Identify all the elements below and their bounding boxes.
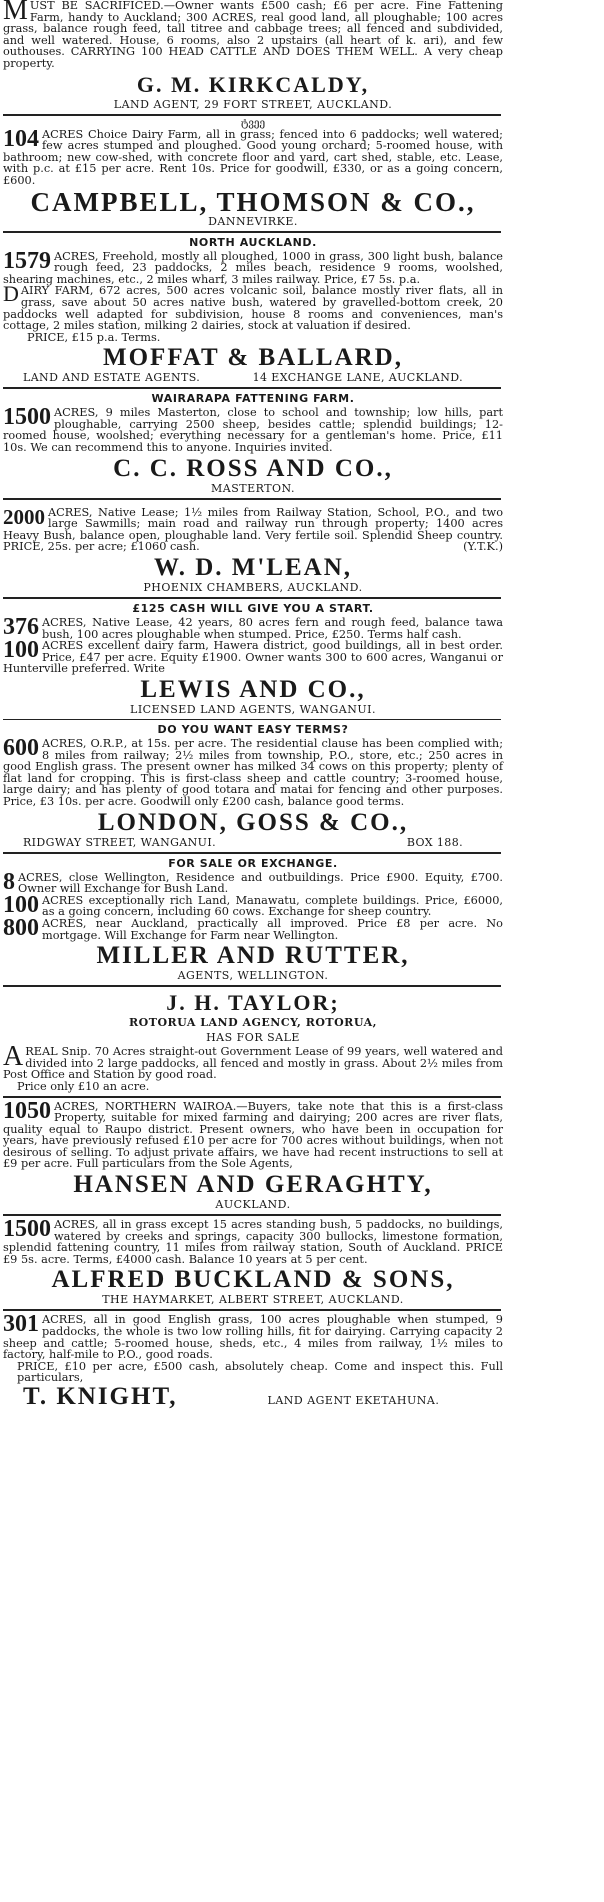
agent-box: BOX 188.: [406, 835, 463, 849]
agent-address: [3, 836, 503, 849]
agent-name: MILLER AND RUTTER,: [96, 942, 410, 970]
ad-text: ACRES, O.R.P., at 15s. per acre. The residential clause has been complied with; 8 miles from railway; 2½ miles from township, P.O., store, etc.; 250 acres in good English grass. The present owner has milked 34 cows on this property; plenty of flat land for cropping. This is first-class sheep and cattle country; 3-roomed house, large dairy; and has plenty of good totara and matai for fencing and other purposes. Price, £3 10s. per acre. Goodwill only £200 cash, balance good terms.: [3, 737, 503, 808]
ad-text: ACRES, near Auckland, practically all improved. Price £8 per acre. No mortgage. Will Exchange for Farm near Wellington.: [42, 916, 503, 942]
agent-street: RIDGWAY STREET, WANGANUI.: [23, 835, 216, 849]
agent-address: AUCKLAND.: [215, 1198, 291, 1212]
ad-text: ACRES, close Wellington, Residence and outbuildings. Price £900. Equity, £700. Owner will Exchange for Bush Land.: [18, 870, 503, 896]
ad-heading: FOR SALE OR EXCHANGE.: [168, 856, 338, 870]
divider: [3, 387, 501, 389]
list-item: [3, 891, 503, 919]
agent-name: ALFRED BUCKLAND & SONS,: [51, 1266, 455, 1294]
agent-address: MASTERTON.: [211, 481, 295, 495]
ad-text: ACRES, Freehold, mostly all ploughed, 1000 in grass, 300 light bush, balance rough feed, 23 paddocks, 2 miles beach, residence 9 rooms, woolshed, shearing machines, etc., 2 miles wharf, 3 miles railway. Price, £7 5s. p.a.: [3, 249, 503, 286]
acre-number: 301: [3, 1311, 39, 1338]
agent-title: LAND AND ESTATE AGENTS.: [23, 371, 201, 385]
ad-text: REAL Snip. 70 Acres straight-out Government Lease of 99 years, well watered and divided into 2 large paddocks, all fenced and mostly in grass. About 2½ miles from Post Office and Station by good road.: [3, 1045, 503, 1082]
agent-name: T. KNIGHT,: [23, 1383, 178, 1410]
acre-number: 1579: [3, 247, 51, 274]
agent-name: W. D. M'LEAN,: [153, 554, 352, 582]
ad-text: ACRES, all in good English grass, 100 acres ploughable when stumped, 9 paddocks, the whole is two low rolling hills, fit for dairying. Carrying capacity 2 sheep and cattle; 5-roomed house, sheds, etc., 4 miles from railway, 1½ miles to factory, half-mile to P.O., good roads.: [3, 1313, 503, 1362]
ad-body-2: [3, 281, 503, 333]
ad-text: ACRES Choice Dairy Farm, all in grass; fenced into 6 paddocks; well watered; few acres stumped and ploughed. Good young orchard; 5-roomed house, with bathroom; new cow-shed, with concrete floor and yard, cart shed, stable, etc. Lease, with p.c. at £15 per acre. Rent 10s. Price for goodwill, £330, or as a going concern, £600.: [3, 127, 503, 187]
agent-name: CAMPBELL, THOMSON & CO.,: [30, 186, 476, 217]
ad-text: UST BE SACRIFICED.—Owner wants £500 cash; £6 per acre. Fine Fattening Farm, handy to Auckland; 300 ACRES, real good land, all ploughable; 100 acres grass, balance rough feed, tall titree and cabbage trees; all fenced and subdivided, and well watered. House, 6 rooms, also 2 upstairs (all heart of k. ari), and few outhouses. CARRYING 100 HEAD CATTLE AND DOES THEM WELL. A very cheap property.: [3, 0, 503, 70]
list-item: [3, 914, 503, 942]
agent-name: HANSEN AND GERAGHTY,: [73, 1171, 433, 1199]
ad-taylor: [3, 990, 503, 1092]
agent-address: [3, 371, 503, 384]
ad-knight: [3, 1311, 503, 1410]
agent-name: C. C. ROSS AND CO.,: [113, 454, 393, 482]
ad-body: [3, 735, 503, 808]
agent-address: THE HAYMARKET, ALBERT STREET, AUCKLAND.: [102, 1293, 404, 1307]
ad-body: [3, 125, 503, 187]
ad-heading: NORTH AUCKLAND.: [189, 235, 317, 249]
acre-number: 800: [3, 914, 39, 941]
ad-body: [3, 404, 503, 455]
acre-number: 376: [3, 614, 39, 641]
ad-text: ACRES, Native Lease, 42 years, 80 acres fern and rough feed, balance tawa bush, 100 acres ploughable when stumped. Price, £250. Terms half cash.: [42, 616, 503, 641]
divider: [3, 1309, 501, 1311]
ad-text: ACRES, all in grass except 15 acres standing bush, 5 paddocks, no buildings, watered by creeks and springs, capacity 300 bullocks, limestone formation, splendid fattening country, 11 miles from railway station, South of Auckland. PRICE £9 5s. acre. Terms, £4000 cash. Balance 10 years at 5 per cent.: [3, 1218, 503, 1266]
agent-name: J. H. TAYLOR;: [166, 990, 340, 1016]
agent-name: G. M. KIRKCALDY,: [136, 71, 370, 97]
agent-signature: [3, 1384, 503, 1410]
ad-body: [3, 614, 503, 641]
ad-campbell: [3, 119, 503, 228]
ad-hansen-geraghty: [3, 1097, 503, 1212]
divider: [3, 985, 501, 987]
acre-number: 8: [3, 868, 15, 895]
ad-price: PRICE, £10 per acre, £500 cash, absolutely cheap. Come and inspect this. Full particulars,: [17, 1359, 503, 1385]
acre-number: 1500: [3, 404, 51, 431]
ad-price: PRICE, £15 p.a. Terms.: [27, 330, 161, 344]
drop-cap: D: [3, 281, 19, 307]
has-for-sale: HAS FOR SALE: [206, 1031, 300, 1045]
agent-address: LICENSED LAND AGENTS, WANGANUI.: [130, 703, 376, 716]
acre-number: 1500: [3, 1216, 51, 1243]
ad-body: [3, 504, 503, 554]
ad-kirkcaldy: [3, 0, 503, 111]
ad-price: Price only £10 an acre.: [17, 1079, 150, 1093]
ad-body: [3, 1097, 503, 1171]
ad-moffat: [3, 236, 503, 385]
agent-name: MOFFAT & BALLARD,: [103, 344, 403, 372]
ad-text: ACRES, Native Lease; 1½ miles from Railway Station, School, P.O., and two large Sawmills; main road and railway run through property; 1400 acres Heavy Bush, balance open, ploughable land. Very fertile soil. Splendid Sheep country. PRICE, 25s. per acre; £1060 cash.: [3, 505, 503, 554]
agent-address: DANNEVIRKE.: [208, 214, 298, 228]
ad-mlean: [3, 504, 503, 595]
ad-buckland: [3, 1216, 503, 1307]
acre-number: 1050: [3, 1097, 51, 1124]
agent-address: AGENTS, WELLINGTON.: [177, 969, 329, 983]
ad-miller-rutter: [3, 857, 503, 983]
divider: [3, 719, 501, 720]
ad-body: [3, 0, 503, 70]
divider: [3, 1214, 501, 1216]
agent-address: LAND AGENT EKETAHUNA.: [267, 1394, 440, 1407]
drop-cap: M: [3, 0, 28, 26]
ad-text-2: ACRES excellent dairy farm, Hawera district, good buildings, all in best order. Price, £47 per acre. Equity £1900. Owner wants 300 to 600 acres, Wanganui or Hunterville preferred. Write: [3, 639, 503, 676]
ad-heading: WAIRARAPA FATTENING FARM.: [151, 392, 355, 406]
acre-number-2: 100: [3, 637, 39, 664]
agent-street: 14 EXCHANGE LANE, AUCKLAND.: [252, 371, 463, 385]
divider: [3, 852, 501, 854]
acre-number: 600: [3, 735, 39, 761]
agent-name: LEWIS AND CO.,: [140, 676, 366, 703]
ad-text: ACRES, NORTHERN WAIROA.—Buyers, take note that this is a first-class Property, suitable for mixed farming and dairying; 200 acres are river flats, quality equal to Raupo district. Present owners, who have been in occupation for years, have previously refused £10 per acre for 700 acres without buildings, when not desirous of selling. To adjust private affairs, we have had recent instructions to sell at £9 per acre. Full particulars from the Sole Agents,: [3, 1099, 503, 1171]
ad-ross: [3, 392, 503, 494]
ad-body: [3, 1216, 503, 1266]
ad-body: [3, 1041, 503, 1082]
ad-text: ACRES exceptionally rich Land, Manawatu, complete buildings. Price, £6000, as a going concern, including 60 cows. Exchange for sheep country.: [42, 893, 503, 919]
ad-heading: £125 CASH WILL GIVE YOU A START.: [132, 602, 374, 616]
agent-name: LONDON, GOSS & CO.,: [97, 808, 409, 836]
acre-number: 104: [3, 125, 39, 152]
agency-name: ROTORUA LAND AGENCY, ROTORUA,: [129, 1016, 377, 1030]
ad-london-goss: [3, 723, 503, 849]
ad-heading: DO YOU WANT EASY TERMS?: [157, 723, 349, 736]
ad-lewis: [3, 602, 503, 716]
agent-address: LAND AGENT, 29 FORT STREET, AUCKLAND.: [113, 97, 393, 111]
divider: [3, 231, 501, 233]
ad-body-2: [3, 637, 503, 676]
drop-cap: A: [3, 1041, 24, 1073]
divider: [3, 114, 501, 116]
divider: [3, 597, 501, 599]
acre-number: 100: [3, 891, 39, 918]
acre-number: 2000: [3, 504, 45, 529]
ad-body: [3, 247, 503, 286]
ad-text-2: AIRY FARM, 672 acres, 500 acres volcanic soil, balance mostly river flats, all in grass, save about 50 acres native bush, watered by gravelled-bottom creek, 20 paddocks well adapted for subdivision, house 8 rooms and conveniences, man's cottage, 2 miles station, milking 2 dairies, stock at valuation if desired.: [3, 284, 503, 333]
agent-address: PHOENIX CHAMBERS, AUCKLAND.: [143, 581, 363, 595]
ad-body: [3, 1311, 503, 1362]
divider: [3, 498, 501, 500]
divider: [3, 1096, 501, 1098]
ad-tag: (Y.T.K.): [463, 540, 503, 554]
list-item: [3, 868, 503, 896]
ad-text: ACRES, 9 miles Masterton, close to school and township; low hills, part ploughable, carrying 2500 sheep, besides cattle; splendid buildings; 12-roomed house, woolshed; everything necessary for a gentleman's home. Price, £11 10s. We can recommend this to anyone. Inquiries invited.: [3, 406, 503, 455]
printer-mark: ტვეე: [240, 117, 266, 129]
